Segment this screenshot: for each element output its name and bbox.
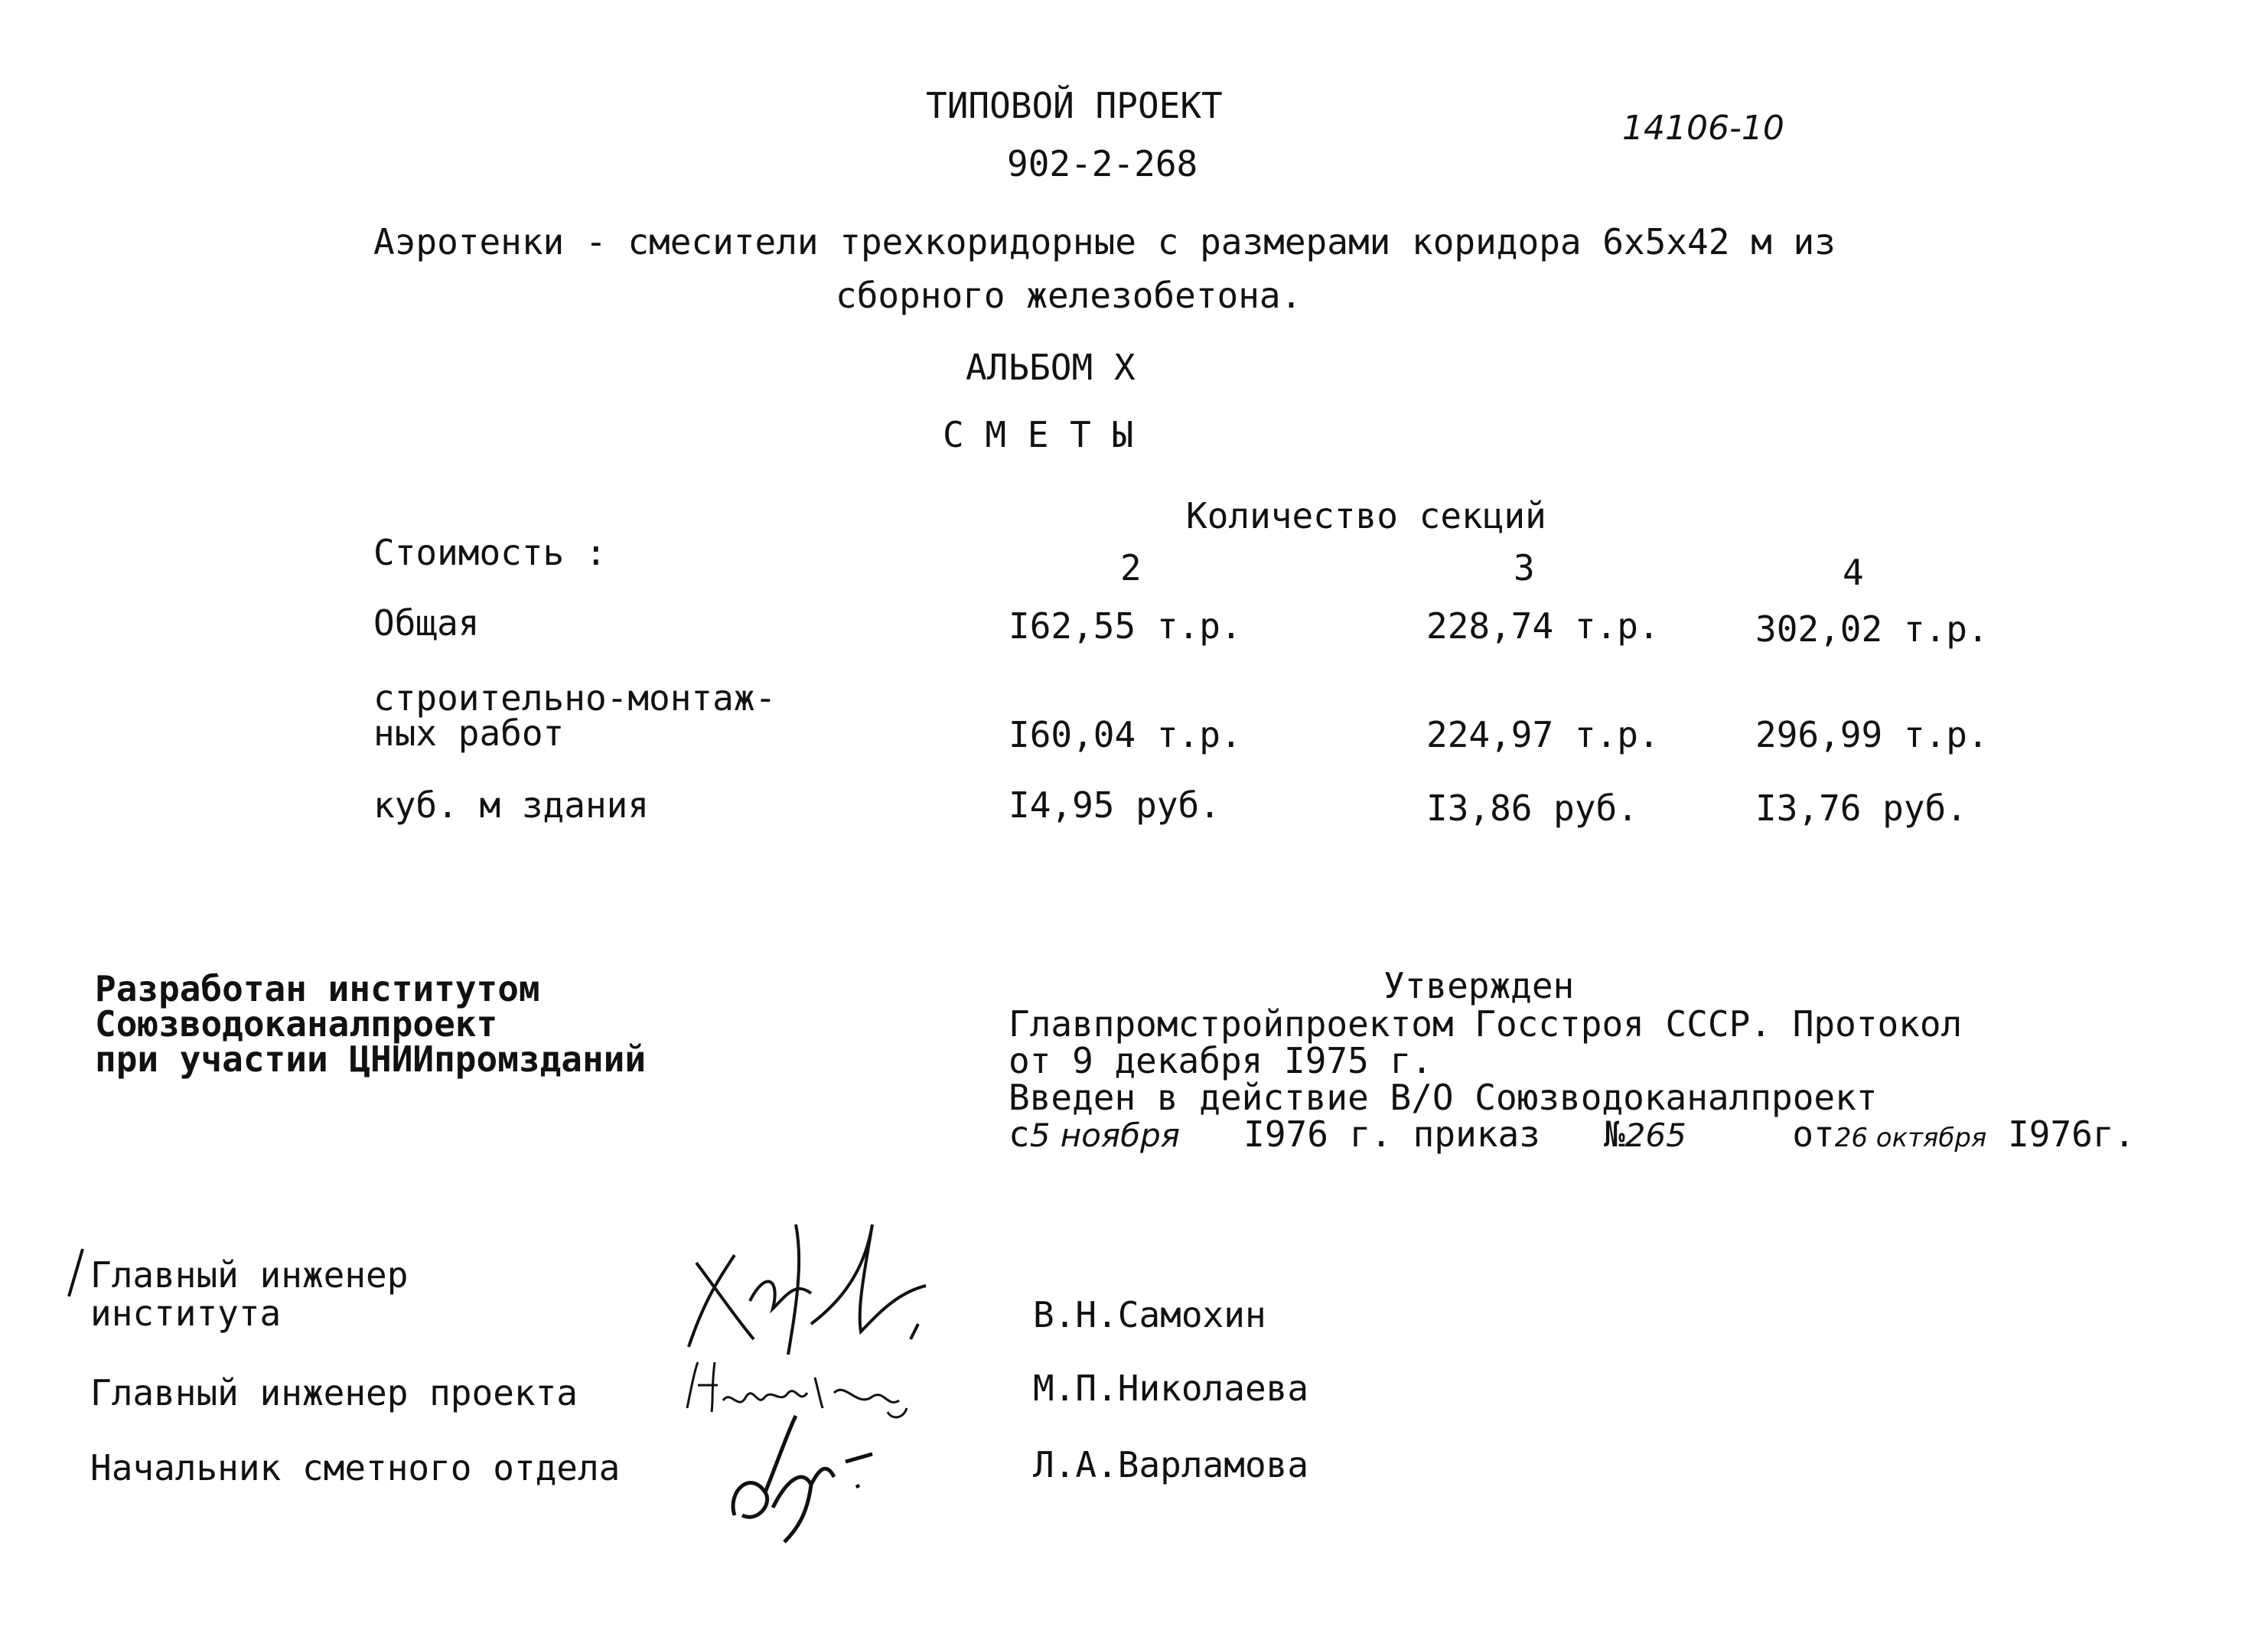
signatory-role: института xyxy=(90,1293,282,1334)
approval-prefix: с xyxy=(1009,1113,1030,1155)
table-cell: I60,04 т.р. xyxy=(1009,714,1242,755)
subject-line-1: Аэротенки - смесители трехкоридорные с размерами коридора 6x5x42 м из xyxy=(373,221,1836,262)
column-header: 4 xyxy=(1843,552,1864,593)
signatory-role: Начальник сметного отдела xyxy=(90,1447,621,1488)
approval-line-4 xyxy=(1009,1113,2136,1156)
table-cell: I3,76 руб. xyxy=(1755,787,1967,829)
signatory-name: М.П.Николаева xyxy=(1033,1368,1309,1409)
table-row-label: строительно-монтаж- xyxy=(373,677,777,719)
signature-head-estimates xyxy=(719,1408,903,1546)
signatory-name: В.Н.Самохин xyxy=(1033,1294,1266,1335)
table-cell: 224,97 т.р. xyxy=(1426,714,1660,755)
table-cell: 228,74 т.р. xyxy=(1426,605,1660,647)
developer-line-3: при участии ЦНИИпромзданий xyxy=(95,1038,647,1080)
project-number: 902-2-268 xyxy=(1007,143,1198,184)
signatory-role: Главный инженер xyxy=(90,1254,409,1296)
table-row-label: ных работ xyxy=(373,712,565,754)
approval-year: I976 г. приказ xyxy=(1243,1113,1540,1155)
handwritten-order-date: 26 октября xyxy=(1834,1123,1987,1153)
row-header: Стоимость : xyxy=(373,532,607,573)
column-group-header: Количество секций xyxy=(1186,495,1546,536)
column-header: 2 xyxy=(1120,547,1142,589)
table-cell: I4,95 руб. xyxy=(1009,784,1220,826)
table-row-label: куб. м здания xyxy=(373,784,650,826)
approval-end: I976г. xyxy=(2008,1113,2136,1155)
subject-line-2: сборного железобетона. xyxy=(836,275,1302,316)
approval-line-2: от 9 декабря I975 г. xyxy=(1009,1040,1432,1081)
approval-heading: Утвержден xyxy=(1383,965,1575,1006)
signatory-name: Л.А.Варламова xyxy=(1033,1444,1309,1485)
developer-line-1: Разработан институтом xyxy=(95,968,540,1009)
inventory-number: 14106-10 xyxy=(1622,109,1784,148)
signature-chief-engineer-institute xyxy=(681,1209,941,1362)
project-title: ТИПОВОЙ ПРОЕКТ xyxy=(926,85,1223,126)
section-title: С М Е Т Ы xyxy=(943,414,1134,455)
table-cell: 296,99 т.р. xyxy=(1755,714,1989,755)
table-cell: I62,55 т.р. xyxy=(1009,605,1242,647)
approval-line-3: Введен в действие В/О Союзводоканалпроект xyxy=(1009,1077,1878,1118)
table-row-label: Общая xyxy=(373,602,480,644)
column-header: 3 xyxy=(1514,547,1535,589)
table-cell: I3,86 руб. xyxy=(1426,787,1638,829)
margin-mark xyxy=(64,1246,87,1299)
album-title: АЛЬБОМ X xyxy=(966,347,1136,388)
developer-line-2: Союзводоканалпроект xyxy=(95,1003,498,1045)
handwritten-order-number: 265 xyxy=(1624,1117,1686,1154)
handwritten-date: 5 ноября xyxy=(1029,1117,1181,1154)
order-sign: № xyxy=(1603,1113,1625,1155)
table-cell: 302,02 т.р. xyxy=(1755,608,1989,650)
approval-from: от xyxy=(1792,1113,1835,1155)
approval-line-1: Главпромстройпроектом Госстроя СССР. Протокол xyxy=(1009,1003,1963,1045)
signatory-role: Главный инженер проекта xyxy=(90,1372,578,1413)
